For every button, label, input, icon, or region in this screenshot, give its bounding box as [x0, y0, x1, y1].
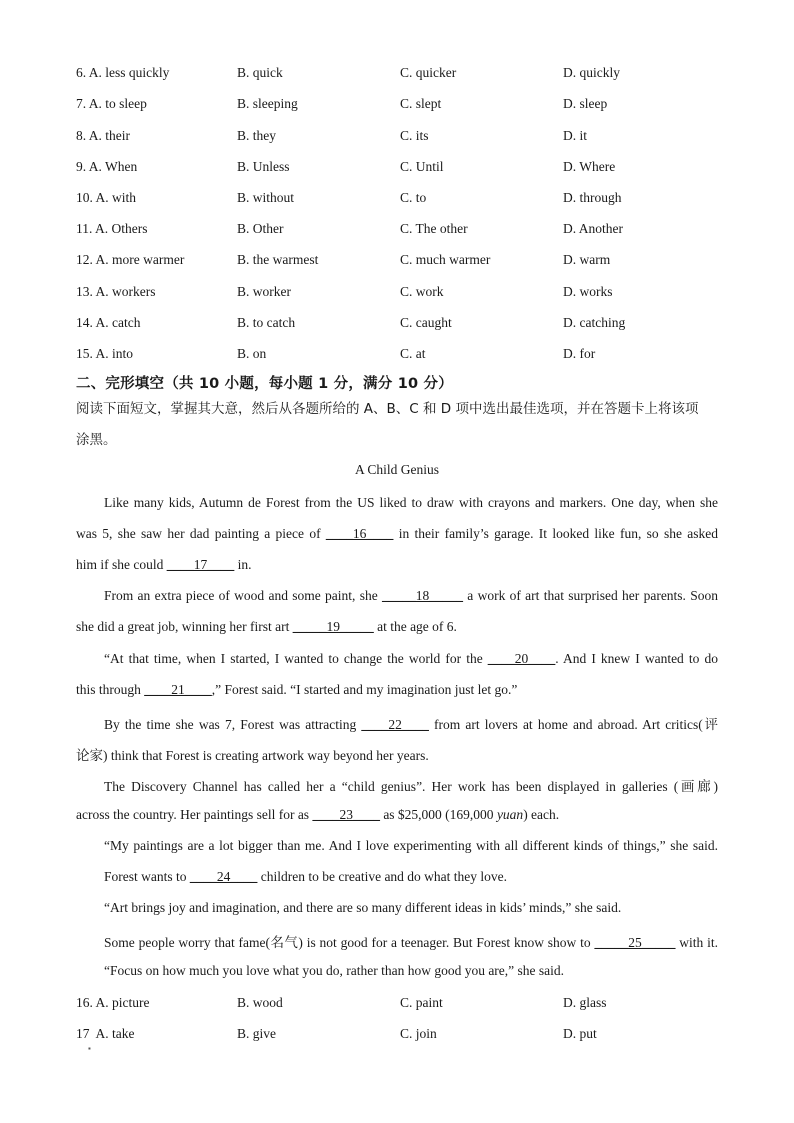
passage-line: him if she could ____17____ in.	[76, 557, 252, 572]
passage-line: she did a great job, winning her first art _____19_____ at the age of 6.	[76, 619, 457, 634]
option-a: 17 A. take	[76, 1026, 135, 1041]
passage-line: across the country. Her paintings sell for as ____23____ as $25,000 (169,000 yuan) each.	[76, 807, 560, 822]
option-c: C. quicker	[400, 65, 457, 80]
option-a: 10. A. with	[76, 190, 137, 205]
blank-23: ____23____	[312, 807, 380, 822]
option-b: B. quick	[237, 65, 283, 80]
option-a: 13. A. workers	[76, 284, 156, 299]
option-d: D. for	[563, 346, 596, 361]
option-row-10	[0, 190, 794, 210]
blank-16: ____16____	[325, 526, 394, 541]
option-d: D. warm	[563, 252, 611, 267]
option-d: D. put	[563, 1026, 597, 1041]
passage-line: Forest wants to ____24____ children to be creative and do what they love.	[104, 869, 508, 884]
option-b: B. worker	[237, 284, 291, 299]
option-b: B. without	[237, 190, 295, 205]
option-b: B. Unless	[237, 159, 290, 174]
option-row-9	[0, 159, 794, 179]
option-d: D. glass	[563, 995, 607, 1010]
option-d: D. catching	[563, 315, 626, 330]
option-a: 6. A. less quickly	[76, 65, 170, 80]
passage-line: From an extra piece of wood and some paint, she _____18_____ a work of art that surprised her parents. Soon	[104, 588, 718, 603]
passage-line: “Focus on how much you love what you do, rather than how good you are,” she said.	[104, 963, 565, 978]
stray-mark: ▪	[88, 1044, 91, 1053]
option-b: B. sleeping	[237, 96, 298, 111]
option-c: C. slept	[400, 96, 442, 111]
option-c: C. its	[400, 128, 429, 143]
option-b: B. the warmest	[237, 252, 319, 267]
blank-22: ____22____	[361, 717, 429, 732]
option-d: D. works	[563, 284, 613, 299]
option-c: C. paint	[400, 995, 443, 1010]
option-b: B. they	[237, 128, 276, 143]
option-c: C. work	[400, 284, 444, 299]
option-d: D. Another	[563, 221, 623, 236]
section-instruction: 阅读下面短文，掌握其大意，然后从各题所给的 A、B、C 和 D 项中选出最佳选项，并在答题卡上将该项	[76, 401, 699, 417]
blank-25: _____25_____	[594, 935, 676, 950]
option-a: 7. A. to sleep	[76, 96, 147, 111]
option-a: 15. A. into	[76, 346, 134, 361]
passage-line: The Discovery Channel has called her a “child genius”. Her work has been displayed in galleries (画廊)	[104, 779, 718, 794]
option-row-11	[0, 221, 794, 241]
section-heading: 二、完形填空（共 10 小题，每小题 1 分，满分 10 分）	[76, 376, 453, 392]
blank-20: ____20____	[487, 651, 556, 666]
option-d: D. quickly	[563, 65, 620, 80]
blank-18: _____18_____	[382, 588, 464, 603]
passage-line: Some people worry that fame(名气) is not good for a teenager. But Forest know show to _____25_____ with it.	[104, 935, 718, 950]
option-d: D. sleep	[563, 96, 608, 111]
option-row-8	[0, 128, 794, 148]
option-b: B. to catch	[237, 315, 296, 330]
option-row-6	[0, 65, 794, 85]
option-row-7	[0, 96, 794, 116]
blank-17: ____17____	[166, 557, 235, 572]
option-c: C. at	[400, 346, 426, 361]
option-row-16	[0, 995, 794, 1015]
option-d: D. it	[563, 128, 588, 143]
option-a: 12. A. more warmer	[76, 252, 185, 267]
passage-line: 论家) think that Forest is creating artwork way beyond her years.	[76, 748, 429, 763]
option-b: B. give	[237, 1026, 276, 1041]
option-row-13	[0, 284, 794, 304]
option-row-14	[0, 315, 794, 335]
passage-line: “My paintings are a lot bigger than me. And I love experimenting with all different kinds of things,” she said.	[104, 838, 718, 853]
section-instruction-cont: 涂黑。	[76, 432, 117, 448]
passage-line: By the time she was 7, Forest was attracting ____22____ from art lovers at home and abroad. Art critics(评	[104, 717, 718, 732]
option-c: C. Until	[400, 159, 444, 174]
option-row-15	[0, 346, 794, 366]
option-a: 11. A. Others	[76, 221, 148, 236]
option-a: 14. A. catch	[76, 315, 141, 330]
option-b: B. wood	[237, 995, 283, 1010]
option-c: C. much warmer	[400, 252, 491, 267]
option-b: B. on	[237, 346, 267, 361]
option-c: C. join	[400, 1026, 437, 1041]
passage-line: “At that time, when I started, I wanted to change the world for the ____20____. And I knew I wanted to do	[104, 651, 718, 666]
option-d: D. through	[563, 190, 622, 205]
option-a: 8. A. their	[76, 128, 130, 143]
blank-21: ____21____	[144, 682, 212, 697]
option-row-12	[0, 252, 794, 272]
option-b: B. Other	[237, 221, 284, 236]
passage-line: Like many kids, Autumn de Forest from the US liked to draw with crayons and markers. One day, when she	[104, 495, 718, 510]
blank-19: _____19_____	[292, 619, 374, 634]
option-a: 16. A. picture	[76, 995, 150, 1010]
option-d: D. Where	[563, 159, 616, 174]
option-c: C. caught	[400, 315, 452, 330]
blank-24: ____24____	[189, 869, 258, 884]
passage-line: this through ____21____,” Forest said. “I started and my imagination just let go.”	[76, 682, 518, 697]
option-row-17	[0, 1026, 794, 1046]
option-c: C. to	[400, 190, 427, 205]
passage-line: “Art brings joy and imagination, and there are so many different ideas in kids’ minds,” she said.	[104, 900, 622, 915]
option-c: C. The other	[400, 221, 468, 236]
option-a: 9. A. When	[76, 159, 138, 174]
passage-line: was 5, she saw her dad painting a piece of ____16____ in their family’s garage. It looked like fun, so she asked	[76, 526, 718, 541]
passage-title: A Child Genius	[354, 462, 439, 477]
